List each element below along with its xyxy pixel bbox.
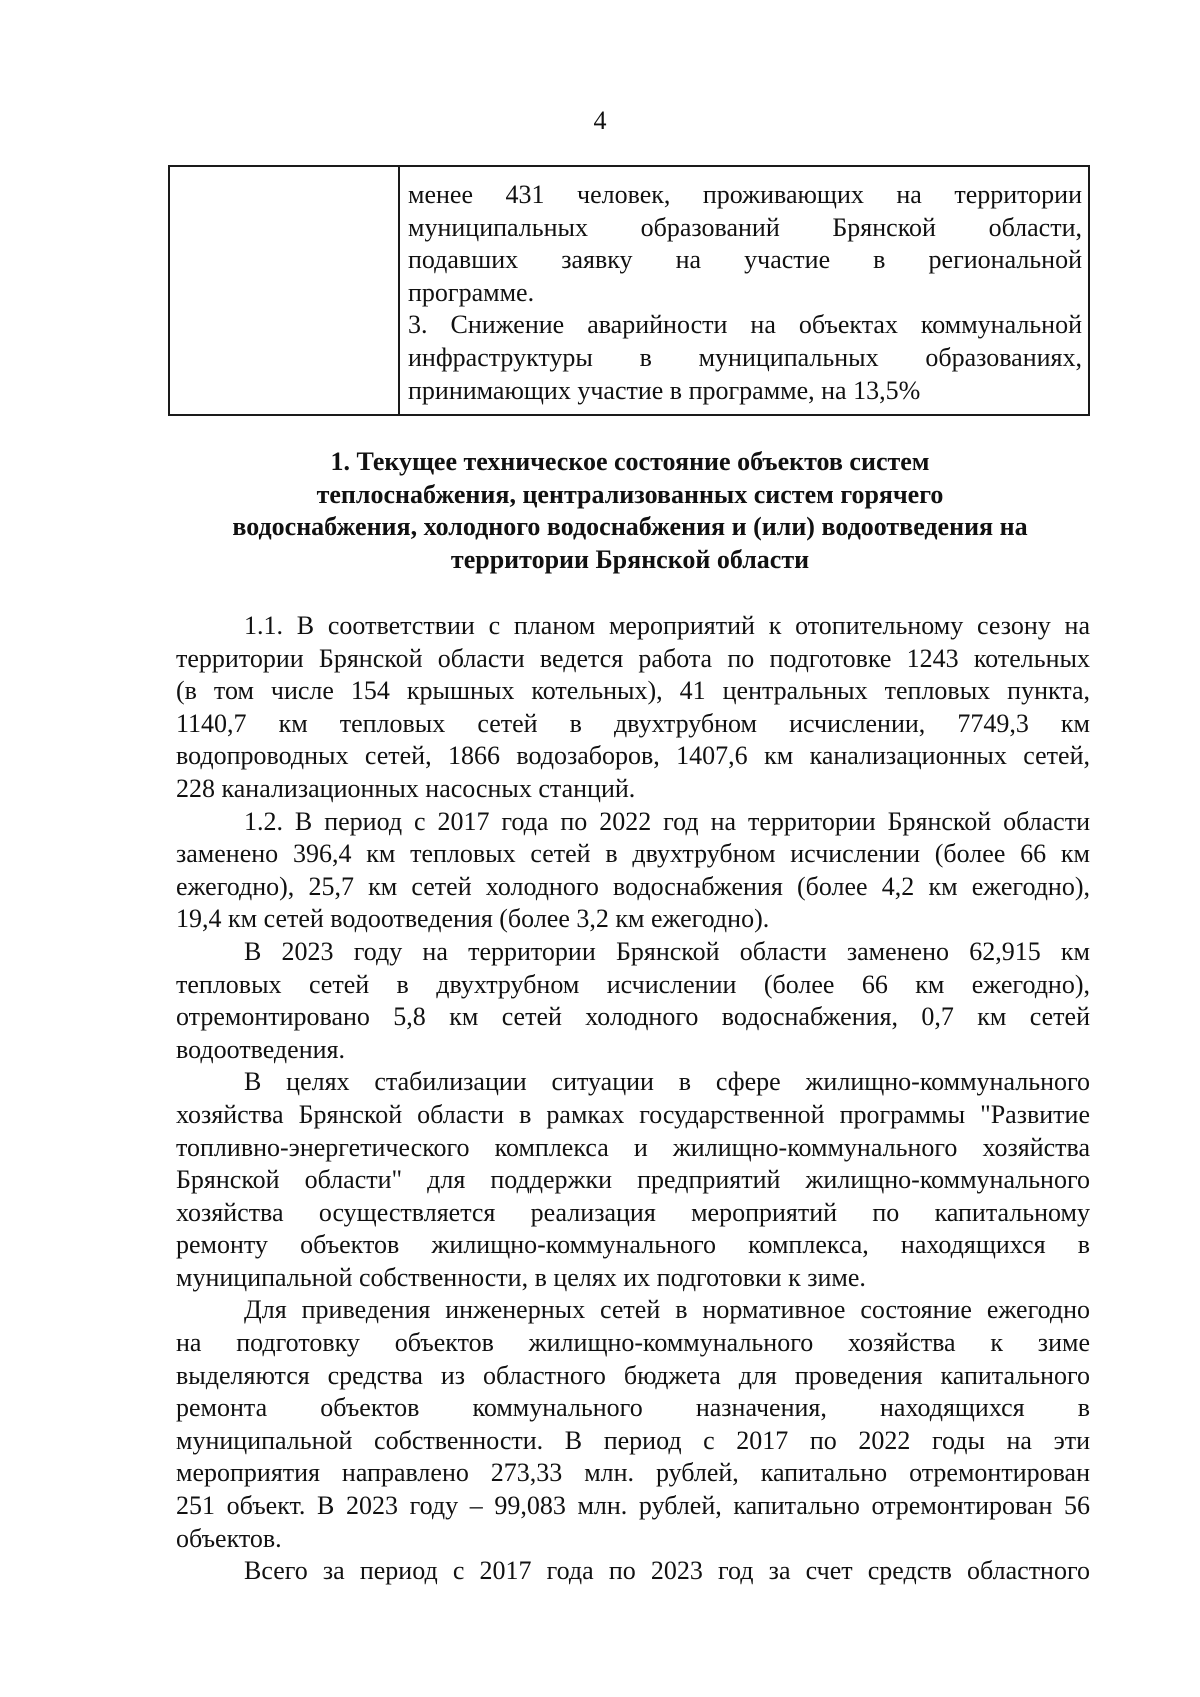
text-line: В целях стабилизации ситуации в сфере жилищно-коммунального [244, 1067, 1090, 1097]
table-cell-line: менее 431 человек, проживающих на территории [408, 180, 1082, 209]
text-line: хозяйства Брянской области в рамках государственной программы "Развитие [176, 1099, 1090, 1129]
paragraph [176, 936, 1090, 1066]
text-line: ежегодно), 25,7 км сетей холодного водоснабжения (более 4,2 км ежегодно), [176, 871, 1090, 901]
paragraph [176, 610, 1090, 806]
text-line: тепловых сетей в двухтрубном исчислении (более 66 км ежегодно), [176, 969, 1090, 999]
text-line: мероприятия направлено 273,33 млн. рублей, капитально отремонтирован [176, 1458, 1090, 1488]
text-line: муниципальной собственности. В период с 2017 по 2022 годы на эти [176, 1425, 1090, 1455]
section-title-line: 1. Текущее техническое состояние объектов систем [330, 447, 930, 476]
table-continuation [168, 165, 1090, 416]
text-line: ремонту объектов жилищно-коммунального комплекса, находящихся в [176, 1230, 1090, 1260]
text-line: на подготовку объектов жилищно-коммунального хозяйства к зиме [176, 1328, 1090, 1358]
text-line: 251 объект. В 2023 году – 99,083 млн. рублей, капитально отремонтирован 56 [176, 1491, 1090, 1521]
text-line: топливно-энергетического комплекса и жилищно-коммунального хозяйства [176, 1132, 1090, 1162]
paragraph [176, 1555, 1090, 1588]
section-title-line: теплоснабжения, централизованных систем горячего [316, 479, 944, 509]
text-line: территории Брянской области ведется работа по подготовке 1243 котельных [176, 643, 1090, 673]
text-line: выделяются средства из областного бюджета для проведения капитального [176, 1360, 1090, 1390]
text-line: водоотведения. [176, 1034, 345, 1064]
text-line: 228 канализационных насосных станций. [176, 773, 636, 803]
text-line: 19,4 км сетей водоотведения (более 3,2 км ежегодно). [176, 904, 770, 934]
text-line: 1.2. В период с 2017 года по 2022 год на территории Брянской области [244, 806, 1090, 836]
text-line: (в том числе 154 крышных котельных), 41 центральных тепловых пункта, [176, 676, 1090, 706]
text-line: отремонтировано 5,8 км сетей холодного водоснабжения, 0,7 км сетей [176, 1002, 1090, 1032]
table-cell-line: подавших заявку на участие в региональной [408, 245, 1082, 275]
text-line: водопроводных сетей, 1866 водозаборов, 1407,6 км канализационных сетей, [176, 741, 1090, 771]
table-column-divider [398, 167, 400, 414]
text-line: объектов. [176, 1523, 282, 1553]
table-cell-line: инфраструктуры в муниципальных образованиях, [408, 342, 1082, 372]
paragraph [176, 1066, 1090, 1294]
table-cell-text [408, 179, 1082, 407]
table-cell-line: 3. Снижение аварийности на объектах коммунальной [408, 310, 1082, 340]
section-title-line: территории Брянской области [450, 544, 810, 574]
text-line: хозяйства осуществляется реализация мероприятий по капитальному [176, 1197, 1090, 1227]
text-line: Для приведения инженерных сетей в нормативное состояние ежегодно [244, 1295, 1090, 1325]
text-line: Всего за период с 2017 года по 2023 год за счет средств областного [244, 1556, 1090, 1586]
paragraph [176, 806, 1090, 936]
text-line: Брянской области" для поддержки предприятий жилищно-коммунального [176, 1165, 1090, 1195]
section-title [170, 446, 1090, 576]
body-text [176, 610, 1090, 1588]
text-line: ремонта объектов коммунального назначения, находящихся в [176, 1393, 1090, 1423]
text-line: 1140,7 км тепловых сетей в двухтрубном исчислении, 7749,3 км [176, 708, 1090, 738]
paragraph [176, 1294, 1090, 1555]
text-line: В 2023 году на территории Брянской области заменено 62,915 км [244, 936, 1090, 966]
page-number: 4 [593, 106, 607, 135]
section-title-line: водоснабжения, холодного водоснабжения и (или) водоотведения на [232, 512, 1028, 541]
table-cell-line: программе. [408, 277, 535, 307]
table-cell-line: муниципальных образований Брянской области, [408, 212, 1082, 242]
text-line: 1.1. В соответствии с планом мероприятий к отопительному сезону на [244, 611, 1090, 640]
table-cell-line: принимающих участие в программе, на 13,5% [408, 375, 921, 405]
text-line: муниципальной собственности, в целях их подготовки к зиме. [176, 1262, 866, 1292]
text-line: заменено 396,4 км тепловых сетей в двухтрубном исчислении (более 66 км [176, 839, 1090, 869]
